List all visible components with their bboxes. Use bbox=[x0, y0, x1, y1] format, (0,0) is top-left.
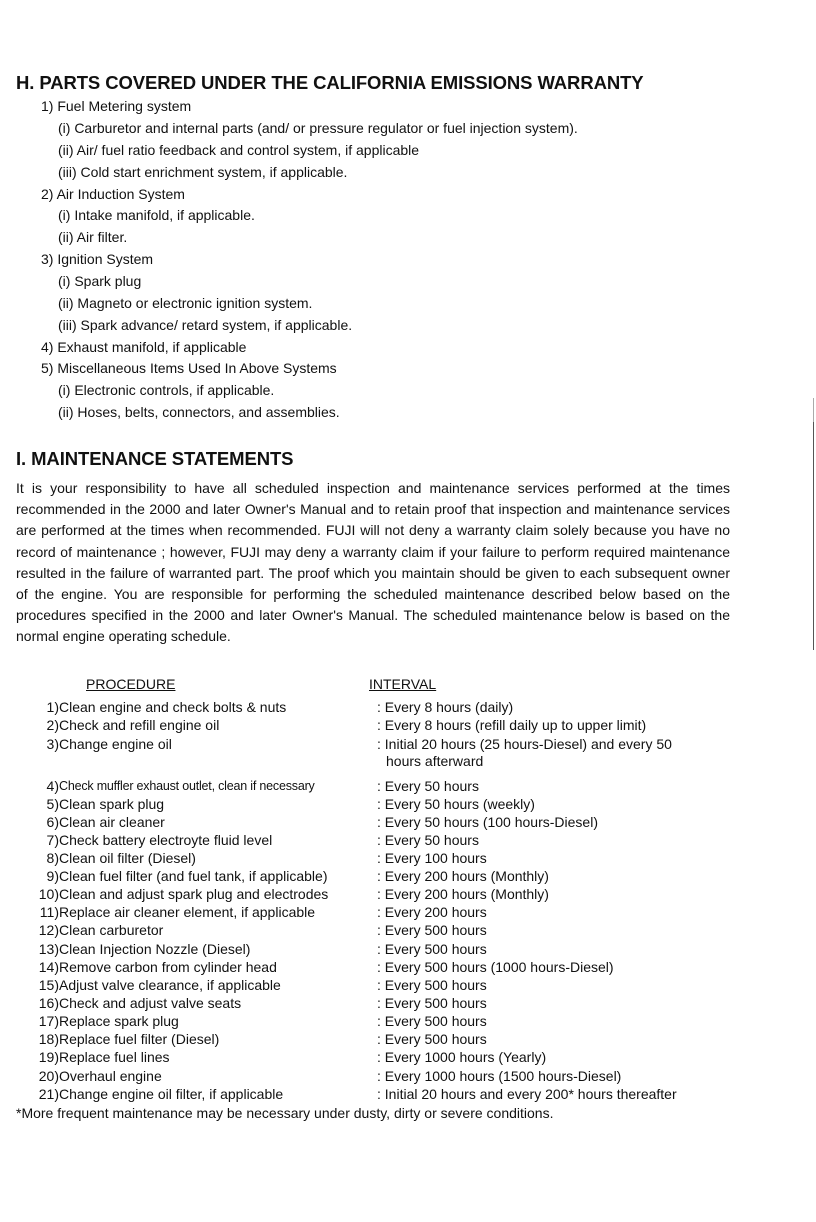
row-procedure: Check muffler exhaust outlet, clean if necessary bbox=[59, 779, 315, 793]
row-number: 10) bbox=[38, 886, 59, 902]
row-number: 15) bbox=[38, 977, 59, 993]
row-interval: : Every 50 hours bbox=[377, 778, 479, 794]
row-number: 17) bbox=[38, 1013, 59, 1029]
row-number: 1) bbox=[46, 699, 59, 715]
row-interval: : Every 8 hours (refill daily up to upper limit) bbox=[377, 717, 647, 733]
row-interval: : Every 500 hours bbox=[377, 941, 487, 957]
scan-edge-line bbox=[813, 398, 814, 422]
table-row bbox=[0, 1030, 816, 1048]
row-procedure: Clean Injection Nozzle (Diesel) bbox=[59, 941, 251, 957]
row-number: 4) bbox=[46, 778, 59, 794]
procedure-column-header: PROCEDURE bbox=[86, 676, 176, 692]
h-item-3: 3) Ignition System bbox=[41, 251, 154, 267]
row-interval: : Every 1000 hours (1500 hours-Diesel) bbox=[377, 1068, 622, 1084]
table-row bbox=[0, 716, 816, 734]
row-interval: : Every 200 hours bbox=[377, 904, 487, 920]
table-row bbox=[0, 1085, 816, 1103]
table-row bbox=[0, 1067, 816, 1085]
row-interval: : Every 100 hours bbox=[377, 850, 487, 866]
h-item-1-sub-2: (ii) Air/ fuel ratio feedback and control system, if applicable bbox=[58, 142, 420, 158]
row-procedure: Clean and adjust spark plug and electrodes bbox=[59, 886, 329, 902]
table-row bbox=[0, 698, 816, 716]
row-procedure: Check and adjust valve seats bbox=[59, 995, 242, 1011]
row-number: 6) bbox=[46, 814, 59, 830]
row-interval: : Every 200 hours (Monthly) bbox=[377, 886, 549, 902]
section-h-title: H. PARTS COVERED UNDER THE CALIFORNIA EMISSIONS WARRANTY bbox=[16, 72, 644, 93]
row-number: 7) bbox=[46, 832, 59, 848]
h-item-4: 4) Exhaust manifold, if applicable bbox=[41, 339, 247, 355]
h-item-5-sub-1: (i) Electronic controls, if applicable. bbox=[58, 382, 275, 398]
table-row bbox=[0, 903, 816, 921]
row-procedure: Replace fuel lines bbox=[59, 1049, 170, 1065]
table-row bbox=[0, 777, 816, 795]
row-interval: : Every 50 hours bbox=[377, 832, 479, 848]
row-number: 12) bbox=[38, 922, 59, 938]
row-interval: : Every 50 hours (weekly) bbox=[377, 796, 535, 812]
row-number: 9) bbox=[46, 868, 59, 884]
table-row bbox=[0, 1048, 816, 1066]
row-interval: : Every 500 hours bbox=[377, 995, 487, 1011]
row-number: 5) bbox=[46, 796, 59, 812]
row-procedure: Change engine oil filter, if applicable bbox=[59, 1086, 284, 1102]
row-procedure: Clean carburetor bbox=[59, 922, 164, 938]
row-procedure: Clean air cleaner bbox=[59, 814, 165, 830]
table-row bbox=[0, 994, 816, 1012]
table-row bbox=[0, 976, 816, 994]
h-item-5: 5) Miscellaneous Items Used In Above Systems bbox=[41, 360, 337, 376]
table-row bbox=[0, 921, 816, 939]
row-number: 3) bbox=[46, 736, 59, 752]
table-row bbox=[0, 1012, 816, 1030]
row-number: 13) bbox=[38, 941, 59, 957]
row-procedure: Clean oil filter (Diesel) bbox=[59, 850, 196, 866]
row-interval: : Every 500 hours bbox=[377, 922, 487, 938]
row-procedure: Clean engine and check bolts & nuts bbox=[59, 699, 287, 715]
row-procedure: Replace spark plug bbox=[59, 1013, 179, 1029]
h-item-3-sub-1: (i) Spark plug bbox=[58, 273, 142, 289]
table-row bbox=[0, 735, 816, 753]
table-row bbox=[0, 831, 816, 849]
row-interval: : Initial 20 hours and every 200* hours thereafter bbox=[377, 1086, 677, 1102]
row-interval: : Initial 20 hours (25 hours-Diesel) and every 50 bbox=[377, 736, 672, 752]
row-procedure: Check and refill engine oil bbox=[59, 717, 220, 733]
row-number: 21) bbox=[38, 1086, 59, 1102]
row-procedure: Adjust valve clearance, if applicable bbox=[59, 977, 281, 993]
table-row bbox=[0, 940, 816, 958]
row-interval: : Every 8 hours (daily) bbox=[377, 699, 514, 715]
table-row bbox=[0, 849, 816, 867]
row-number: 2) bbox=[46, 717, 59, 733]
footnote: *More frequent maintenance may be necessary under dusty, dirty or severe conditions. bbox=[16, 1105, 554, 1121]
h-item-2: 2) Air Induction System bbox=[41, 186, 185, 202]
row-interval: : Every 500 hours bbox=[377, 1031, 487, 1047]
h-item-1-sub-1: (i) Carburetor and internal parts (and/ or pressure regulator or fuel injection system). bbox=[58, 120, 578, 136]
row-number: 11) bbox=[39, 904, 59, 920]
row-interval: : Every 500 hours bbox=[377, 1013, 487, 1029]
row-number: 18) bbox=[38, 1031, 59, 1047]
row-procedure: Change engine oil bbox=[59, 736, 172, 752]
row-procedure: Overhaul engine bbox=[59, 1068, 162, 1084]
table-row bbox=[0, 795, 816, 813]
interval-column-header: INTERVAL bbox=[369, 676, 437, 692]
row-procedure: Remove carbon from cylinder head bbox=[59, 959, 277, 975]
h-item-5-sub-2: (ii) Hoses, belts, connectors, and assemblies. bbox=[58, 404, 340, 420]
row-interval: : Every 50 hours (100 hours-Diesel) bbox=[377, 814, 598, 830]
h-item-3-sub-3: (iii) Spark advance/ retard system, if applicable. bbox=[58, 317, 353, 333]
maintenance-paragraph: It is your responsibility to have all scheduled inspection and maintenance services performed at the times recommended in the 2000 and later Owner's Manual and to retain proof that inspection and maintenance services are performed at the times when recommended. FUJI will not deny a warranty claim solely because you have no record of maintenance ; however, FUJI may deny a warranty claim if your failure to perform required maintenance resulted in the failure of warranted part. The proof which you maintain should be given to each subsequent owner of the engine. You are responsible for performing the scheduled maintenance described below based on the procedures specified in the 2000 and later Owner's Manual. The scheduled maintenance below is based on the normal engine operating schedule. bbox=[16, 480, 730, 645]
row-number: 20) bbox=[38, 1068, 59, 1084]
row-interval-continued: hours afterward bbox=[386, 753, 484, 769]
h-item-2-sub-2: (ii) Air filter. bbox=[58, 229, 128, 245]
row-number: 19) bbox=[38, 1049, 59, 1065]
row-interval: : Every 200 hours (Monthly) bbox=[377, 868, 549, 884]
row-procedure: Clean fuel filter (and fuel tank, if applicable) bbox=[59, 868, 328, 884]
h-item-1: 1) Fuel Metering system bbox=[41, 98, 192, 114]
section-i-title: I. MAINTENANCE STATEMENTS bbox=[16, 448, 294, 469]
h-item-2-sub-1: (i) Intake manifold, if applicable. bbox=[58, 207, 255, 223]
row-number: 8) bbox=[46, 850, 59, 866]
table-row bbox=[0, 813, 816, 831]
table-row bbox=[0, 867, 816, 885]
row-procedure: Clean spark plug bbox=[59, 796, 165, 812]
table-row bbox=[0, 958, 816, 976]
h-item-3-sub-2: (ii) Magneto or electronic ignition system. bbox=[58, 295, 313, 311]
row-interval: : Every 500 hours (1000 hours-Diesel) bbox=[377, 959, 614, 975]
h-item-1-sub-3: (iii) Cold start enrichment system, if applicable. bbox=[58, 164, 348, 180]
scan-edge-line bbox=[813, 422, 814, 650]
row-procedure: Replace fuel filter (Diesel) bbox=[59, 1031, 220, 1047]
row-procedure: Check battery electroyte fluid level bbox=[59, 832, 273, 848]
row-number: 16) bbox=[38, 995, 59, 1011]
row-interval: : Every 1000 hours (Yearly) bbox=[377, 1049, 547, 1065]
row-procedure: Replace air cleaner element, if applicable bbox=[59, 904, 316, 920]
table-row bbox=[0, 885, 816, 903]
row-interval: : Every 500 hours bbox=[377, 977, 487, 993]
row-number: 14) bbox=[38, 959, 59, 975]
